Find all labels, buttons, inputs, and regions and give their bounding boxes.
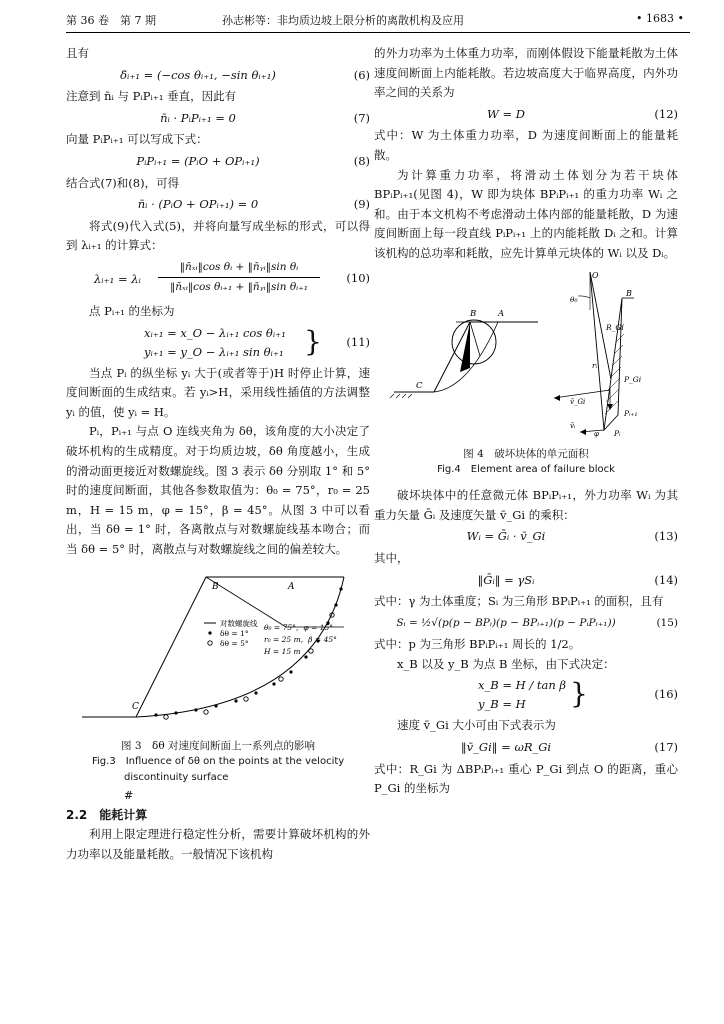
paragraph: 向量 PᵢPᵢ₊₁ 可以写成下式： — [66, 132, 208, 147]
equation-12 — [374, 105, 678, 125]
equation-number: (13) — [654, 529, 678, 544]
legend-circle-swatch — [208, 641, 212, 645]
point-B-label: B — [212, 582, 219, 593]
point-B-label: B — [626, 288, 632, 298]
paragraph: 其中， — [374, 550, 409, 565]
equation-16 — [374, 676, 678, 714]
paragraph: 结合式(7)和(8)，可得 — [66, 175, 180, 190]
parameter-text: H = 15 m — [264, 647, 301, 657]
equation-lhs: λᵢ₊₁ = λᵢ — [94, 271, 141, 286]
equation-number: (8) — [353, 153, 370, 168]
running-title: 孙志彬等：非均质边坡上限分析的离散机构及应用 — [222, 14, 464, 27]
ri-label: rᵢ — [592, 360, 598, 370]
equation-6 — [66, 66, 370, 86]
paragraph: 利用上限定理进行稳定性分析，需要计算破坏机构的外力功率以及能量耗散。一般情况下该机构 — [66, 827, 370, 861]
equation-body: Wᵢ = Ḡᵢ · v̄_Gi — [466, 529, 546, 544]
equation-number: (6) — [353, 67, 370, 82]
equation-line: yᵢ₊₁ = y_O − λᵢ₊₁ sin θᵢ₊₁ — [144, 344, 284, 359]
equation-line: xᵢ₊₁ = x_O − λᵢ₊₁ cos θᵢ₊₁ — [144, 325, 286, 340]
paragraph: 速度 v̄_Gi 大小可由下式表示为 — [397, 718, 556, 733]
theta0-label: θ₀ — [570, 294, 578, 304]
section-heading: 2.2 能耗计算 — [66, 807, 148, 822]
equation-body: ‖Ḡᵢ‖ = γSᵢ — [477, 572, 535, 587]
legend-delta-5: δθ = 5° — [220, 639, 249, 649]
figure-3 — [66, 567, 370, 786]
paragraph: 式中：R_Gi 为 ΔBPᵢPᵢ₊₁ 重心 P_Gi 到点 O 的距离，重心 P_Gi 的坐标为 — [374, 761, 678, 796]
equation-number: (10) — [346, 271, 370, 286]
parameter-text: θ₀ = 75°，φ = 15° — [264, 623, 333, 633]
paragraph: 破坏块体中的任意微元体 BPᵢPᵢ₊₁，外力功率 Wᵢ 为其重力矢量 Ḡᵢ 及速度矢量 v̄_Gi 的乘积： — [374, 488, 678, 522]
paragraph: 式中：p 为三角形 BPᵢPᵢ₊₁ 周长的 1/2。 — [374, 637, 581, 652]
legend-log-spiral: 对数螺旋线 — [220, 619, 258, 629]
equation-number: (17) — [654, 740, 678, 755]
equation-number: (14) — [654, 572, 678, 587]
paragraph: 当点 Pᵢ 的纵坐标 yᵢ 大于(或者等于)H 时停止计算，速度间断面的生成结束。若 yᵢ>H，采用线性插值的方法调整 yᵢ 的值，使 yᵢ = H。 — [66, 365, 370, 419]
equation-17 — [374, 738, 678, 758]
P-i-label: Pᵢ — [614, 428, 621, 438]
equation-body: δ̄ᵢ₊₁ = (−cos θᵢ₊₁, −sin θᵢ₊₁) — [120, 67, 276, 82]
right-column — [374, 44, 678, 799]
equation-body: PᵢPᵢ₊₁ = (PᵢO + OPᵢ₊₁) — [136, 153, 260, 168]
figure-4-diagram — [374, 270, 678, 440]
figure-3-diagram — [66, 567, 370, 731]
brace: } — [570, 677, 588, 711]
equation-number: (7) — [353, 110, 370, 125]
equation-11 — [66, 324, 370, 362]
equation-number: (12) — [654, 106, 678, 121]
point-C-label-small: C — [416, 380, 423, 391]
equation-body: ‖v̄_Gi‖ = ωR_Gi — [460, 740, 552, 755]
equation-10 — [66, 258, 370, 300]
paragraph: 注意到 n̄ᵢ 与 PᵢPᵢ₊₁ 垂直，因此有 — [66, 89, 237, 104]
figure-4 — [374, 270, 678, 479]
fraction-numerator: ‖n̄ₓᵢ‖cos θᵢ + ‖n̄ᵧᵢ‖sin θᵢ — [158, 258, 320, 278]
brace: } — [304, 324, 322, 358]
equation-body: Sᵢ = ½√(p(p − BPᵢ)(p − BPᵢ₊₁)(p − PᵢPᵢ₊₁)) — [396, 616, 616, 629]
header-rule — [66, 32, 690, 33]
point-A-label: A — [288, 582, 295, 593]
v-Gi-label: v̄_Gi — [570, 397, 586, 406]
phi-label: φ — [594, 429, 599, 438]
journal-volume: 第 36 卷 第 7 期 — [66, 14, 156, 27]
point-O-label: O — [592, 270, 599, 280]
paragraph: 点 Pᵢ₊₁ 的坐标为 — [89, 303, 175, 318]
R-Gi-label: R_Gi — [606, 322, 624, 332]
paragraph: 的外力功率为土体重力功率，而刚体假设下能量耗散为土体速度间断面上内能耗散。若边坡高度大于临界高度，内外功率之间的关系为 — [374, 46, 678, 100]
paragraph: 为计算重力功率，将滑动土体划分为若干块体 BPᵢPᵢ₊₁(见图 4)，W 即为块体 BPᵢPᵢ₊₁ 的重力功率 Wᵢ 之和。由于本文机构不考虑滑动土体内部的能量耗散，D 为速度间断面上每一段直线 PᵢPᵢ₊₁ 上的内能耗散 Dᵢ 之和。计算该机构的总功率和耗散，应先计算单元块体的 Wᵢ 以及 Dᵢ。 — [374, 167, 678, 260]
running-header — [0, 0, 724, 40]
equation-body: n̄ᵢ · PᵢPᵢ₊₁ = 0 — [160, 110, 236, 125]
parameter-text: r₀ = 25 m，β = 45° — [264, 635, 337, 645]
figure-4-caption-cn: 图 4 破坏块体的单元面积 — [463, 448, 589, 461]
equation-number: (15) — [656, 616, 678, 629]
figure-3-caption-en: Fig.3 Influence of δθ on the points at the velocity — [92, 756, 345, 768]
point-B-label-small: B — [470, 308, 477, 319]
v-i-label: v̄ᵢ — [570, 421, 576, 430]
paragraph: 且有 — [66, 46, 89, 60]
P-i1-label: Pᵢ₊₁ — [624, 408, 638, 418]
equation-body: n̄ᵢ · (PᵢO + OPᵢ₊₁) = 0 — [137, 197, 259, 212]
paragraph: 式中：W 为土体重力功率，D 为速度间断面上的能量耗散。 — [374, 128, 678, 162]
paragraph: Pᵢ，Pᵢ₊₁ 与点 O 连线夹角为 δθ，该角度的大小决定了破坏机构的生成精度。对于均质边坡，δθ 角度越小，生成的滑动面更接近对数螺旋线。图 3 表示 δθ 分别取 1° 和 5° 时的速度间断面，其他各参数取值为：θ₀ = 75°，r₀ = 25 m，H = 15 m，φ = 15°，β = 45°。从图 3 中可以看出，当 δθ = 1° 时，各离散点与对数螺旋线基本吻合；而当 δθ = 5° 时，离散点与对数螺旋线之间的偏差较大。 — [66, 424, 370, 556]
legend-dot-swatch — [208, 632, 211, 635]
point-C-label: C — [132, 702, 139, 713]
point-A-label-small: A — [498, 308, 505, 319]
paragraph: 将式(9)代入式(5)，并将向量写成坐标的形式，可以得到 λᵢ₊₁ 的计算式： — [66, 218, 370, 253]
equation-8 — [66, 152, 370, 172]
equation-number: (16) — [654, 687, 678, 702]
left-column — [66, 44, 370, 864]
equation-14 — [374, 571, 678, 591]
equation-7 — [66, 109, 370, 129]
equation-number: (9) — [353, 197, 370, 212]
page-number: • 1683 • — [636, 12, 684, 25]
equation-number: (11) — [346, 334, 370, 349]
legend-delta-1: δθ = 1° — [220, 629, 249, 639]
equation-15 — [374, 614, 678, 634]
equation-line: x_B = H / tan β — [478, 678, 567, 693]
equation-13 — [374, 527, 678, 547]
figure-3-caption-en: discontinuity surface — [124, 772, 229, 784]
equation-body: W = D — [487, 106, 525, 121]
paragraph: 式中：γ 为土体重度；Sᵢ 为三角形 BPᵢPᵢ₊₁ 的面积，且有 — [374, 594, 664, 609]
fraction-denominator: ‖n̄ₓᵢ‖cos θᵢ₊₁ + ‖n̄ᵧᵢ‖sin θᵢ₊₁ — [169, 280, 309, 293]
P-Gi-label: P_Gi — [624, 374, 642, 384]
equation-line: y_B = H — [478, 697, 526, 712]
equation-9 — [66, 195, 370, 215]
figure-4-caption-en: Fig.4 Element area of failure block — [437, 464, 615, 476]
paragraph: x_B 以及 y_B 为点 B 坐标，由下式决定： — [397, 656, 615, 671]
figure-3-caption-cn: 图 3 δθ 对速度间断面上一系列点的影响 — [121, 740, 315, 753]
hash-mark: # — [124, 789, 134, 803]
